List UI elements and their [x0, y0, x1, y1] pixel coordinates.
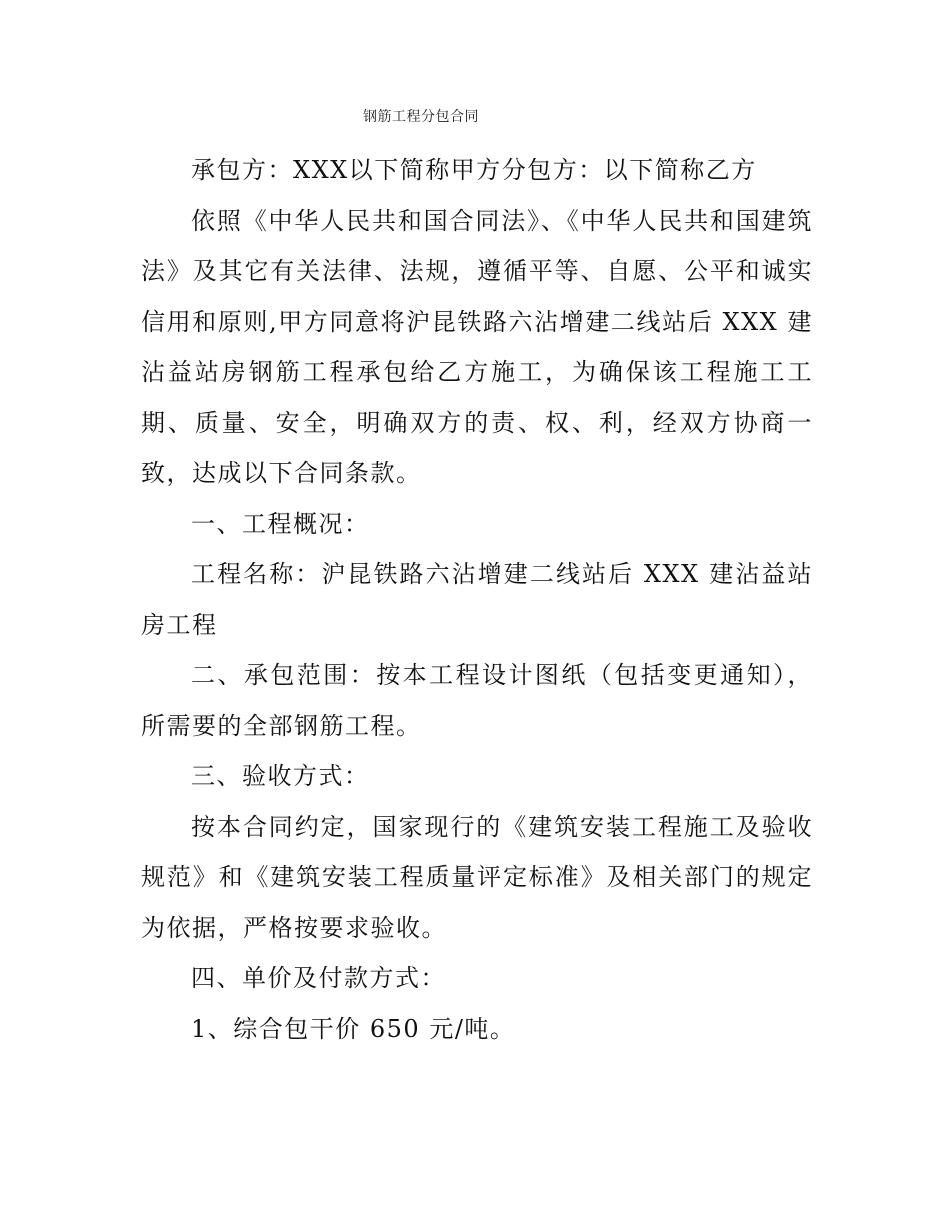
- project-name-paragraph: 工程名称：沪昆铁路六沾增建二线站后 XXX 建沾益站房工程: [141, 560, 813, 639]
- parties-paragraph: 承包方：XXX以下简称甲方分包方：以下简称乙方: [191, 156, 757, 184]
- section-heading-price-payment: 四、单价及付款方式：: [191, 964, 446, 992]
- document-body: [141, 145, 813, 1054]
- section-heading-acceptance: 三、验收方式：: [191, 762, 370, 790]
- preamble-paragraph: 依照《中华人民共和国合同法》、《中华人民共和国建筑法》及其它有关法律、法规，遵循平等、自愿、公平和诚实信用和原则,甲方同意将沪昆铁路六沾增建二线站后 XXX 建沾益站房钢筋工程承包给乙方施工，为确保该工程施工工期、质量、安全，明确双方的责、权、利，经双方协商一致，达成以下合同条款。: [141, 206, 813, 487]
- document-header-title: 钢筋工程分包合同: [363, 109, 479, 125]
- unit-price-paragraph: 1、综合包干价 650 元/吨。: [191, 1014, 516, 1043]
- acceptance-paragraph: 按本合同约定，国家现行的《建筑安装工程施工及验收规范》和《建筑安装工程质量评定标准》及相关部门的规定为依据，严格按要求验收。: [141, 812, 813, 942]
- section-heading-project-overview: 一、工程概况：: [191, 509, 370, 538]
- contract-scope-paragraph: 二、承包范围：按本工程设计图纸（包括变更通知），所需要的全部钢筋工程。: [141, 661, 813, 740]
